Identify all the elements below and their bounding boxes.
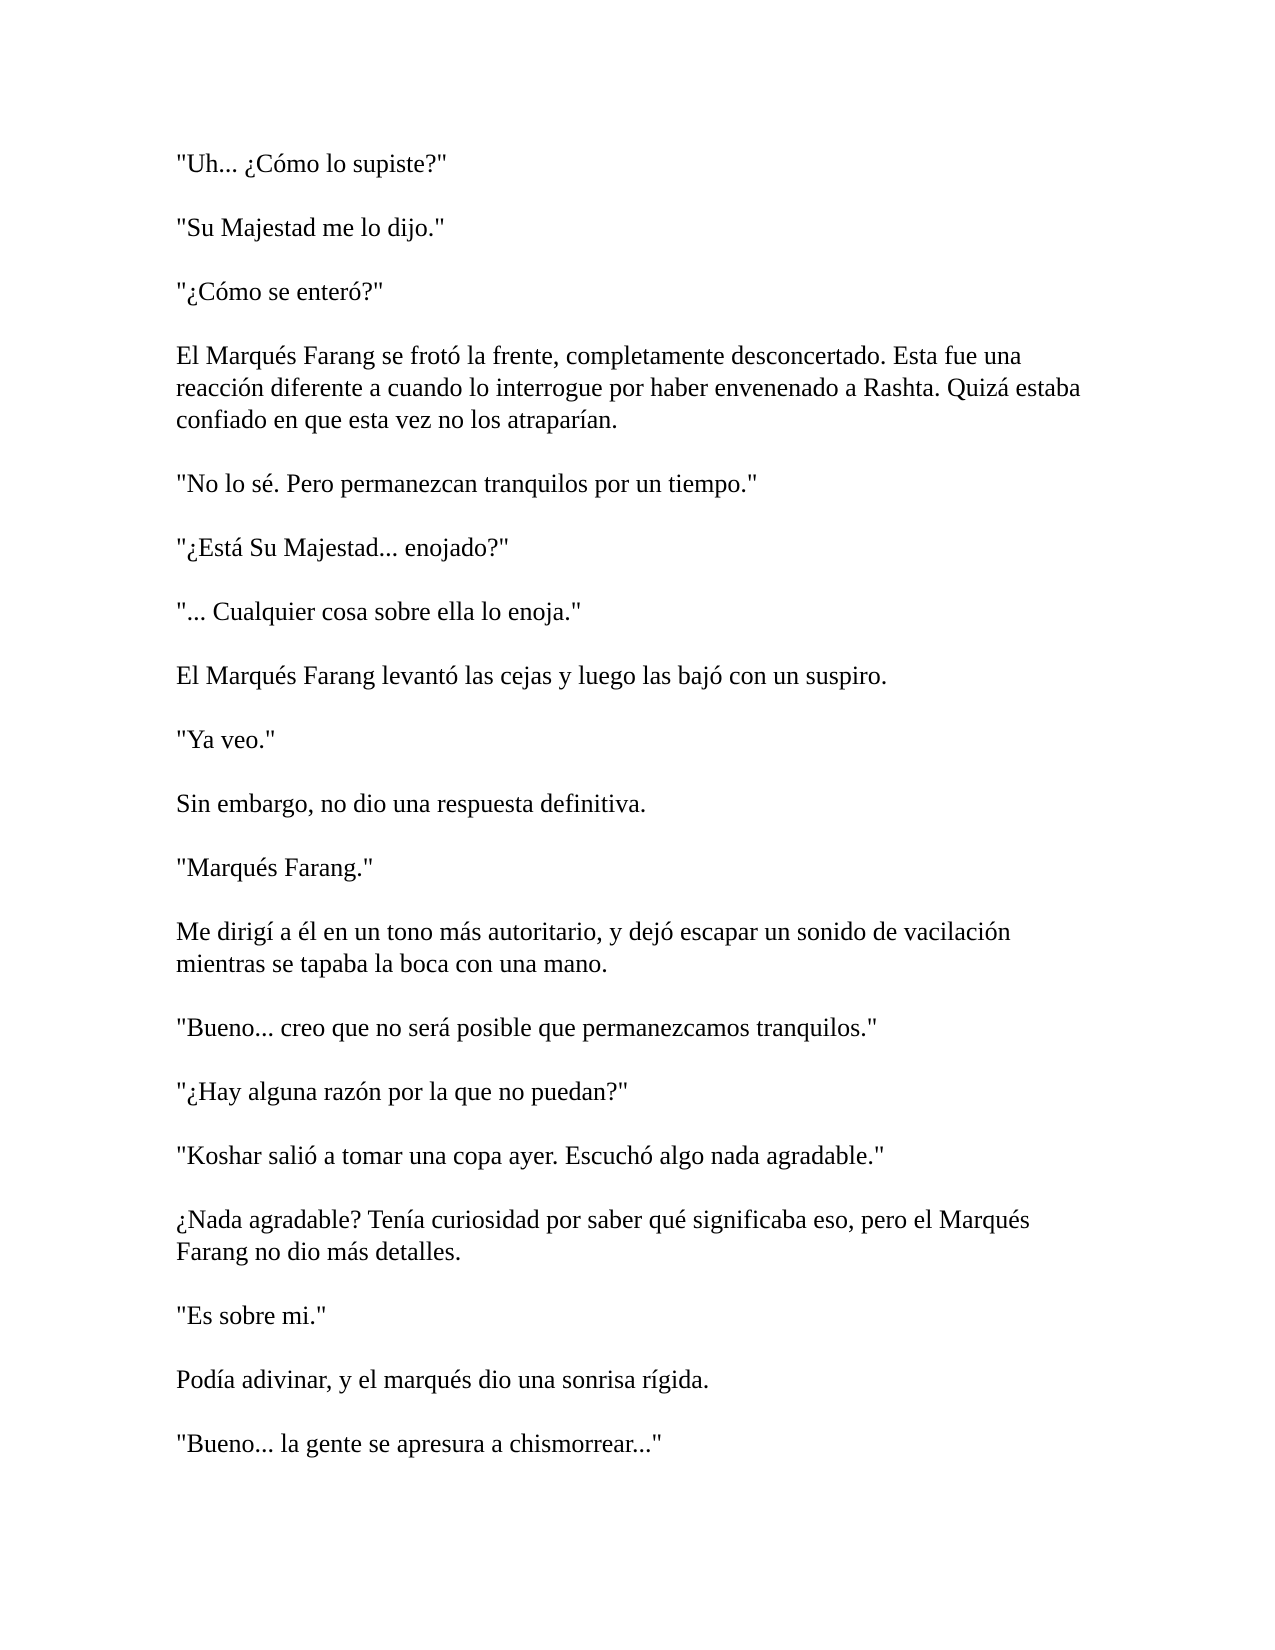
paragraph: "Uh... ¿Cómo lo supiste?" — [176, 149, 448, 178]
paragraph: "Es sobre mi." — [176, 1301, 327, 1330]
document-body — [176, 148, 1106, 1492]
paragraph: Podía adivinar, y el marqués dio una sonrisa rígida. — [176, 1365, 710, 1394]
paragraph: Me dirigí a él en un tono más autoritario, y dejó escapar un sonido de vacilación mientras se tapaba la boca con una mano. — [176, 917, 1011, 978]
paragraph: El Marqués Farang levantó las cejas y luego las bajó con un suspiro. — [176, 661, 888, 690]
paragraph: Sin embargo, no dio una respuesta definitiva. — [176, 789, 647, 818]
paragraph: "¿Cómo se enteró?" — [176, 277, 384, 306]
paragraph: "... Cualquier cosa sobre ella lo enoja." — [176, 597, 582, 626]
paragraph: ¿Nada agradable? Tenía curiosidad por saber qué significaba eso, pero el Marqués Farang no dio más detalles. — [176, 1205, 1030, 1266]
paragraph: "Ya veo." — [176, 725, 276, 754]
paragraph: "¿Está Su Majestad... enojado?" — [176, 533, 510, 562]
paragraph: "No lo sé. Pero permanezcan tranquilos por un tiempo." — [176, 469, 758, 498]
paragraph: El Marqués Farang se frotó la frente, completamente desconcertado. Esta fue una reacción diferente a cuando lo interrogue por haber envenenado a Rashta. Quizá estaba confiado en que esta vez no los atraparían. — [176, 341, 1081, 434]
paragraph: "Su Majestad me lo dijo." — [176, 213, 445, 242]
paragraph: "¿Hay alguna razón por la que no puedan?" — [176, 1077, 629, 1106]
paragraph: "Bueno... creo que no será posible que permanezcamos tranquilos." — [176, 1013, 878, 1042]
paragraph: "Marqués Farang." — [176, 853, 374, 882]
paragraph: "Bueno... la gente se apresura a chismorrear..." — [176, 1429, 663, 1458]
paragraph: "Koshar salió a tomar una copa ayer. Escuchó algo nada agradable." — [176, 1141, 885, 1170]
